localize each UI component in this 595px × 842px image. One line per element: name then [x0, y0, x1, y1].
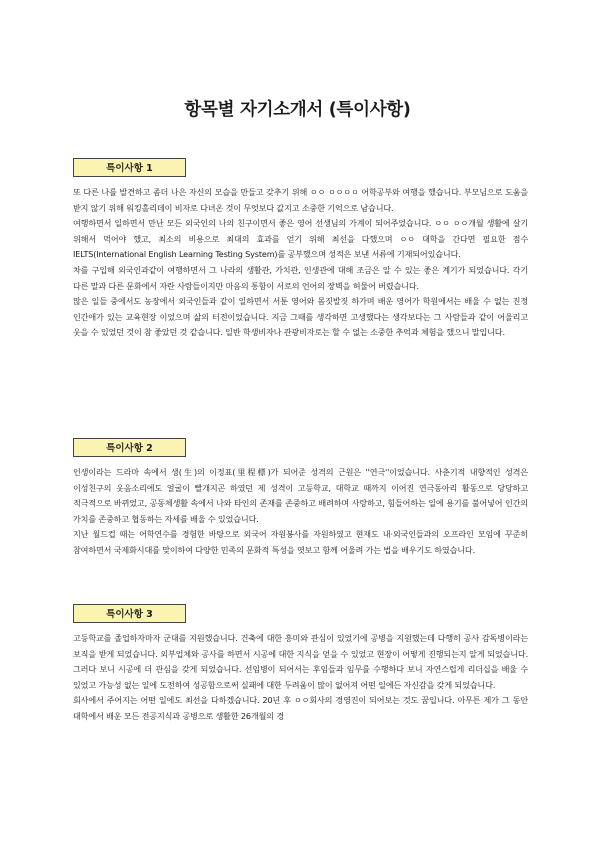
paragraph: 여행하면서 일하면서 만난 모든 외국인의 나의 친구이면서 좋은 영어 선생님의 가계이 되어주었습니다. ㅇㅇ ㅇㅇ개월 생활에 살기 위해서 먹어야 했고, 최소의 비용으로 최대의 효과를 얻기 위해 최선을 다했으며 ㅇㅇ 대학을 간다면 필요한 점수 IELTS(International English Learning Testing System)를 공부했으며 성적은 보낸 서류에 기재되어있습니다.	[73, 218, 528, 260]
section-label: 특이사항 1	[73, 158, 186, 177]
paragraph: 많은 일들 중에서도 농장에서 외국인들과 같이 일하면서 서툰 영어와 몸짓발짓 하가며 배운 영어가 학원에서는 배울 수 없는 진정 인간애가 있는 교육현장 이었으며 삶의 터전이었습니다. 지금 그때를 생각하면 고생했다는 생각보다는 그 사람들과 같이 어울리고 웃을 수 있었던 것이 참 좋았던 것 같습니다. 일반 학생비자나 관광비자로는 할 수 없는 소중한 추억과 체험을 했으니 말입니다.	[73, 296, 528, 338]
paragraph: 인생이라는 드라마 속에서 생(生)의 이정표(里程標)가 되어준 성격의 근원은 ''연극''이었습니다. 사춘기적 내향적인 성격은 이성친구의 웃음소리에도 얼굴이 빨개지곤 하였던 제 성격이 고등학교, 대학교 때까지 이어진 연극동아리 활동으로 당당하고 적극적으로 바뀌었고, 공동체생활 속에서 나와 타인의 존재를 존중하고 배려하며 사랑하고, 힘들어하는 일에 용기를 불어넣어 인간의 가치를 존중하고 협동하는 자세를 배울 수 있었습니다.	[73, 467, 528, 524]
paragraph: 지난 월드컵 때는 어학연수를 경험한 바탕으로 외국어 자원봉사를 자원하였고 현재도 내·외국인들과의 오프라인 모임에 꾸준히 참여하면서 국제화시대를 맞이하여 다양한 민족의 문화적 특성을 엿보고 함께 어울려 가는 법을 배우기도 하였습니다.	[73, 529, 528, 555]
section-special-2	[73, 438, 528, 559]
section-special-3	[73, 604, 528, 725]
section-special-1	[73, 158, 528, 341]
section-label: 특이사항 3	[73, 604, 186, 623]
paragraph: 차를 구입해 외국인과같이 여행하면서 그 나라의 생활관, 가치관, 인생관에 대해 조금은 알 수 있는 좋은 계기가 되었습니다. 각기 다른 말과 다른 문화에서 자란 사람들이지만 마음의 통함이 서로의 언어의 장벽을 허물어 버렸습니다.	[73, 264, 528, 291]
paragraph: 또 다른 나를 발견하고 좀더 나은 자신의 모습을 만들고 갖추기 위해 ㅇㅇ ㅇㅇㅇㅇ 어학공부와 여행을 했습니다. 부모님으로 도움을 받지 않기 위해 워킹홀리데이 비자로 다녀온 것이 무엇보다 값지고 소중한 기억으로 남습니다.	[73, 187, 528, 213]
paragraph: 회사에서 주어지는 어떤 일에도 최선을 다하겠습니다. 20년 후 ㅇㅇ회사의 경영진이 되어보는 것도 꿈입니다. 아무튼 제가 그 동안 대학에서 배운 모든 전공지식과 공병으로 생활한 26개월의 경	[73, 695, 528, 721]
section-label: 특이사항 2	[73, 438, 186, 457]
page-title: 항목별 자기소개서 (특이사항)	[184, 100, 411, 120]
paragraph: 고등학교를 졸업하자마자 군대를 지원했습니다. 건축에 대한 흥미와 관심이 있었기에 공병을 지원했는데 다행히 공사 감독병이라는 보직을 받게 되었습니다. 외부업체와 공사를 하면서 시공에 대한 지식을 얻을 수 있었고 현장이 어떻게 진행되는지 알게 되었습니다. 그러다 보니 시공에 더 관심을 갖게 되었습니다. 선임병이 되어서는 후임들과 임무를 수행하다 보니 자연스럽게 리더십을 배울 수 있었고 가능성 없는 일에 도전하여 성공함으로써 실패에 대한 두려움이 많이 없어져 어떤 일에든 자신감을 갖게 되었습니다.	[73, 633, 528, 690]
